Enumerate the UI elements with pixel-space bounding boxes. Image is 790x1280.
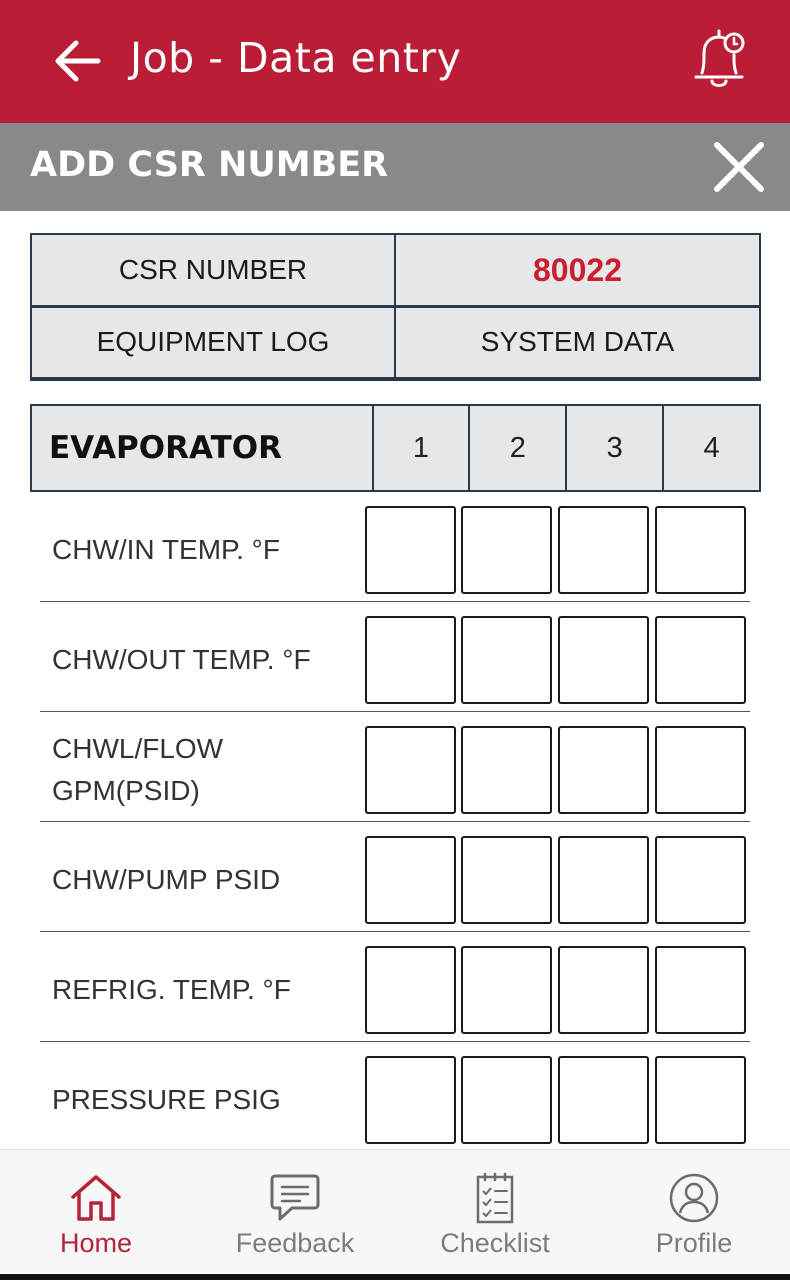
row-divider [40,601,750,602]
chwl-flow-input-2[interactable] [461,726,552,814]
column-header-1: 1 [374,406,471,490]
refrig-temp-input-2[interactable] [461,946,552,1034]
sub-header [0,123,790,211]
system-gesture-bar [0,1274,790,1280]
refrig-temp-input-4[interactable] [655,946,746,1034]
close-icon [712,140,766,194]
column-header-4: 4 [703,431,720,464]
csr-number-value-cell [396,235,759,305]
bell-clock-icon [690,27,748,93]
nav-item-feedback[interactable] [205,1150,385,1275]
home-icon [68,1170,124,1226]
sub-header-title: ADD CSR NUMBER [30,145,389,185]
chwl-flow-input-4[interactable] [655,726,746,814]
system-data-tab[interactable]: SYSTEM DATA [480,326,675,357]
pressure-psig-input-3[interactable] [558,1056,649,1144]
chw-pump-psid-input-1[interactable] [365,836,456,924]
csr-number-label: CSR NUMBER [32,235,396,305]
nav-item-profile[interactable] [604,1150,784,1275]
chw-in-temp-input-2[interactable] [461,506,552,594]
page-title: Job - Data entry [130,34,462,82]
nav-item-home[interactable] [6,1150,186,1275]
row-label-chwl-flow-line2: GPM(PSID) [52,775,200,806]
back-button[interactable] [46,30,108,92]
refrig-temp-input-1[interactable] [365,946,456,1034]
row-label-chw-out-temp: CHW/OUT TEMP. °F [52,644,311,675]
checklist-icon [467,1170,523,1226]
row-divider [40,1041,750,1042]
row-label-refrig-temp: REFRIG. TEMP. °F [52,974,291,1005]
equipment-log-tab[interactable]: EQUIPMENT LOG [32,307,396,377]
profile-icon [666,1170,722,1226]
row-divider [40,931,750,932]
refrig-temp-input-3[interactable] [558,946,649,1034]
chwl-flow-input-3[interactable] [558,726,649,814]
chw-in-temp-input-3[interactable] [558,506,649,594]
bottom-nav [0,1149,790,1274]
nav-label-checklist: Checklist [440,1228,550,1258]
nav-label-profile: Profile [655,1228,733,1258]
chw-out-temp-input-4[interactable] [655,616,746,704]
row-divider [40,711,750,712]
row-label-chwl-flow [52,728,223,812]
chw-out-temp-input-3[interactable] [558,616,649,704]
chw-in-temp-input-1[interactable] [365,506,456,594]
csr-number-value: 80022 [533,251,622,288]
pressure-psig-input-2[interactable] [461,1056,552,1144]
row-label-chwl-flow-line1: CHWL/FLOW [52,733,224,764]
arrow-left-icon [52,39,102,83]
nav-label-home: Home [59,1228,133,1258]
csr-tabs-row [32,307,759,377]
chat-bubble-icon [267,1170,323,1226]
chwl-flow-input-1[interactable] [365,726,456,814]
column-header-2: 2 [470,406,567,490]
pressure-psig-input-4[interactable] [655,1056,746,1144]
csr-table [30,233,761,381]
chw-pump-psid-input-4[interactable] [655,836,746,924]
csr-number-row [32,235,759,305]
close-button[interactable] [712,140,766,194]
chw-pump-psid-input-2[interactable] [461,836,552,924]
column-header-3: 3 [567,406,664,490]
nav-item-checklist[interactable] [405,1150,585,1275]
chw-pump-psid-input-3[interactable] [558,836,649,924]
nav-label-feedback: Feedback [235,1228,355,1258]
evaporator-title: EVAPORATOR [32,406,374,490]
pressure-psig-input-1[interactable] [365,1056,456,1144]
app-bar [0,0,790,123]
row-divider [40,821,750,822]
chw-out-temp-input-2[interactable] [461,616,552,704]
notification-button[interactable] [686,24,752,96]
chw-in-temp-input-4[interactable] [655,506,746,594]
evaporator-header [30,404,761,492]
chw-out-temp-input-1[interactable] [365,616,456,704]
row-label-chw-pump-psid: CHW/PUMP PSID [52,864,281,895]
row-label-chw-in-temp: CHW/IN TEMP. °F [52,534,280,565]
row-label-pressure-psig: PRESSURE PSIG [52,1084,281,1115]
